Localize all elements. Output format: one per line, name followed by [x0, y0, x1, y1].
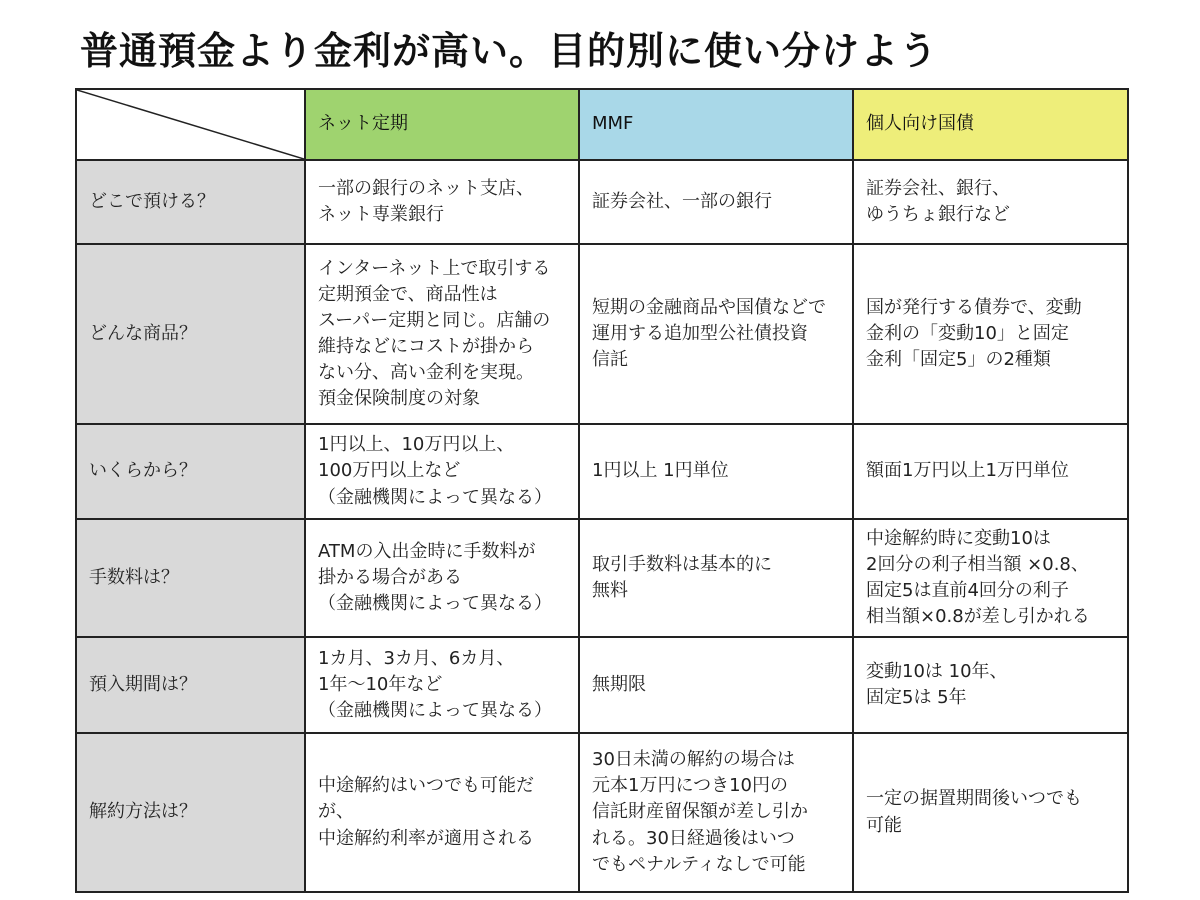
diagonal-line — [77, 90, 304, 159]
table-row — [76, 519, 1128, 637]
table-row — [76, 637, 1128, 733]
table-cell: 変動10は 10年、 固定5は 5年 — [853, 637, 1128, 733]
row-header: 手数料は？ — [76, 519, 305, 637]
table-cell: 証券会社、銀行、 ゆうちょ銀行など — [853, 160, 1128, 244]
table-row — [76, 424, 1128, 519]
table-cell: 中途解約時に変動10は 2回分の利子相当額 ×0.8、 固定5は直前4回分の利子 相当額×0.8が差し引かれる — [853, 519, 1128, 637]
table-cell: 額面1万円以上1万円単位 — [853, 424, 1128, 519]
table-cell: 証券会社、一部の銀行 — [579, 160, 853, 244]
row-header: どこで預ける？ — [76, 160, 305, 244]
table-cell: 取引手数料は基本的に 無料 — [579, 519, 853, 637]
table-cell: 短期の金融商品や国債などで 運用する追加型公社債投資 信託 — [579, 244, 853, 424]
table-row — [76, 244, 1128, 424]
page-title: 普通預金より金利が高い。目的別に使い分けよう — [80, 29, 939, 73]
table-cell: 国が発行する債券で、変動 金利の「変動10」と固定 金利「固定5」の2種類 — [853, 244, 1128, 424]
row-header: 預入期間は？ — [76, 637, 305, 733]
comparison-table — [75, 88, 1129, 893]
table-cell: 一定の据置期間後いつでも 可能 — [853, 733, 1128, 892]
table-row — [76, 733, 1128, 892]
column-header-net-teiki: ネット定期 — [305, 89, 579, 160]
column-header-mmf: MMF — [579, 89, 853, 160]
table-cell: インターネット上で取引する 定期預金で、商品性は スーパー定期と同じ。店舗の 維持などにコストが掛から ない分、高い金利を実現。 預金保険制度の対象 — [305, 244, 579, 424]
table-cell: 30日未満の解約の場合は 元本1万円につき10円の 信託財産留保額が差し引か れる。30日経過後はいつ でもペナルティなしで可能 — [579, 733, 853, 892]
corner-cell — [76, 89, 305, 160]
row-header: 解約方法は？ — [76, 733, 305, 892]
table-cell: 無期限 — [579, 637, 853, 733]
table-cell: 1カ月、3カ月、6カ月、 1年～10年など （金融機関によって異なる） — [305, 637, 579, 733]
header-row — [76, 89, 1128, 160]
table-cell: 一部の銀行のネット支店、 ネット専業銀行 — [305, 160, 579, 244]
table-cell: 1円以上、10万円以上、 100万円以上など （金融機関によって異なる） — [305, 424, 579, 519]
row-header: いくらから？ — [76, 424, 305, 519]
table-cell: ATMの入出金時に手数料が 掛かる場合がある （金融機関によって異なる） — [305, 519, 579, 637]
column-header-kojin-kokusai: 個人向け国債 — [853, 89, 1128, 160]
table-cell: 中途解約はいつでも可能だが、 中途解約利率が適用される — [305, 733, 579, 892]
table-row — [76, 160, 1128, 244]
row-header: どんな商品？ — [76, 244, 305, 424]
table-cell: 1円以上 1円単位 — [579, 424, 853, 519]
